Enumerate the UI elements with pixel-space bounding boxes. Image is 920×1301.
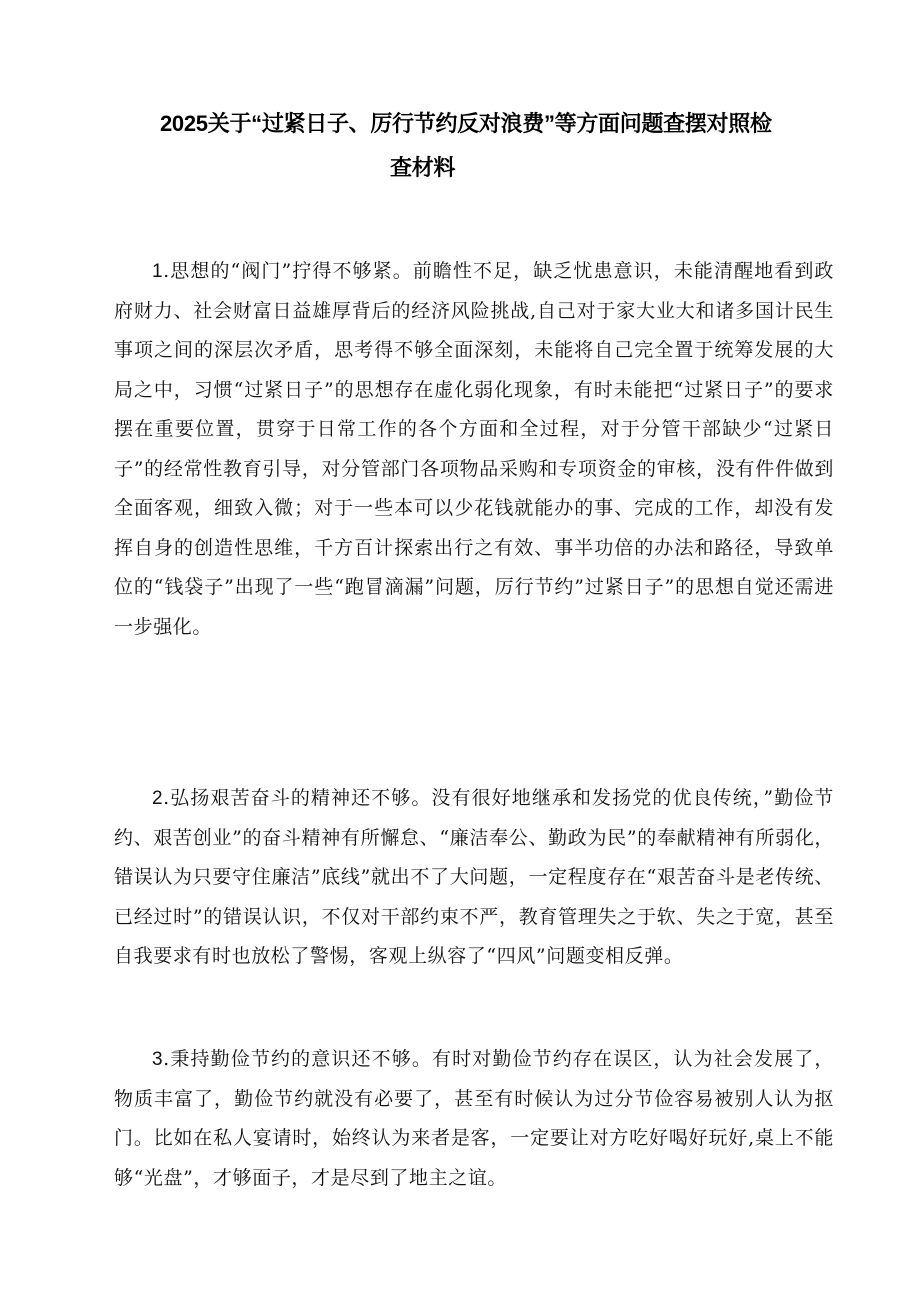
document-title [160, 102, 850, 190]
paragraph-2 [114, 779, 834, 977]
title-line-2: 查材料 [390, 155, 456, 180]
paragraph-1-text: .思想的“阀门”拧得不够紧。前瞻性不足，缺乏忧患意识，未能清醒地看到政府财力、社会财富日益雄厚背后的经济风险挑战,自己对于家大业大和诸多国计民生事项之间的深层次矛盾，思考得不够全面深刻，未能将自己完全置于统筹发展的大局之中，习惯“过紧日子”的思想存在虚化弱化现象，有时未能把“过紧日子”的要求摆在重要位置，贯穿于日常工作的各个方面和全过程，对于分管干部缺少“过紧日子”的经常性教育引导，对分管部门各项物品采购和专项资金的审核，没有件件做到全面客观，细致入微；对于一些本可以少花钱就能办的事、完成的工作，却没有发挥自身的创造性思维，千方百计探索出行之有效、事半功倍的办法和路径，导致单位的“钱袋子”出现了一些“跑冒滴漏”问题，厉行节约”过紧日子”的思想自觉还需进一步强化。 [114, 260, 834, 638]
paragraph-3 [114, 1040, 834, 1198]
paragraph-3-text: .秉持勤俭节约的意识还不够。有时对勤俭节约存在误区，认为社会发展了，物质丰富了，勤俭节约就没有必要了，甚至有时候认为过分节俭容易被别人认为抠门。比如在私人宴请时，始终认为来者是客，一定要让对方吃好喝好玩好,桌上不能够“光盘”，才够面子，才是尽到了地主之谊。 [114, 1048, 834, 1189]
paragraph-2-number: 2 [152, 788, 164, 809]
paragraph-3-number: 3 [152, 1049, 164, 1070]
title-line-1: 2025关于“过紧日子、厉行节约反对浪费”等方面问题查摆对照检 [160, 111, 772, 136]
paragraph-1-number: 1 [152, 261, 164, 282]
paragraph-1 [114, 252, 834, 647]
paragraph-2-text: .弘扬艰苦奋斗的精神还不够。没有很好地继承和发扬党的优良传统，”勤俭节约、艰苦创业”的奋斗精神有所懈怠、“廉洁奉公、勤政为民”的奉献精神有所弱化，错误认为只要守住廉洁”底线”就出不了大问题，一定程度存在“艰苦奋斗是老传统、已经过时”的错误认识，不仅对干部约束不严，教育管理失之于软、失之于宽，甚至自我要求有时也放松了警惕，客观上纵容了“四风”问题变相反弹。 [114, 787, 834, 967]
